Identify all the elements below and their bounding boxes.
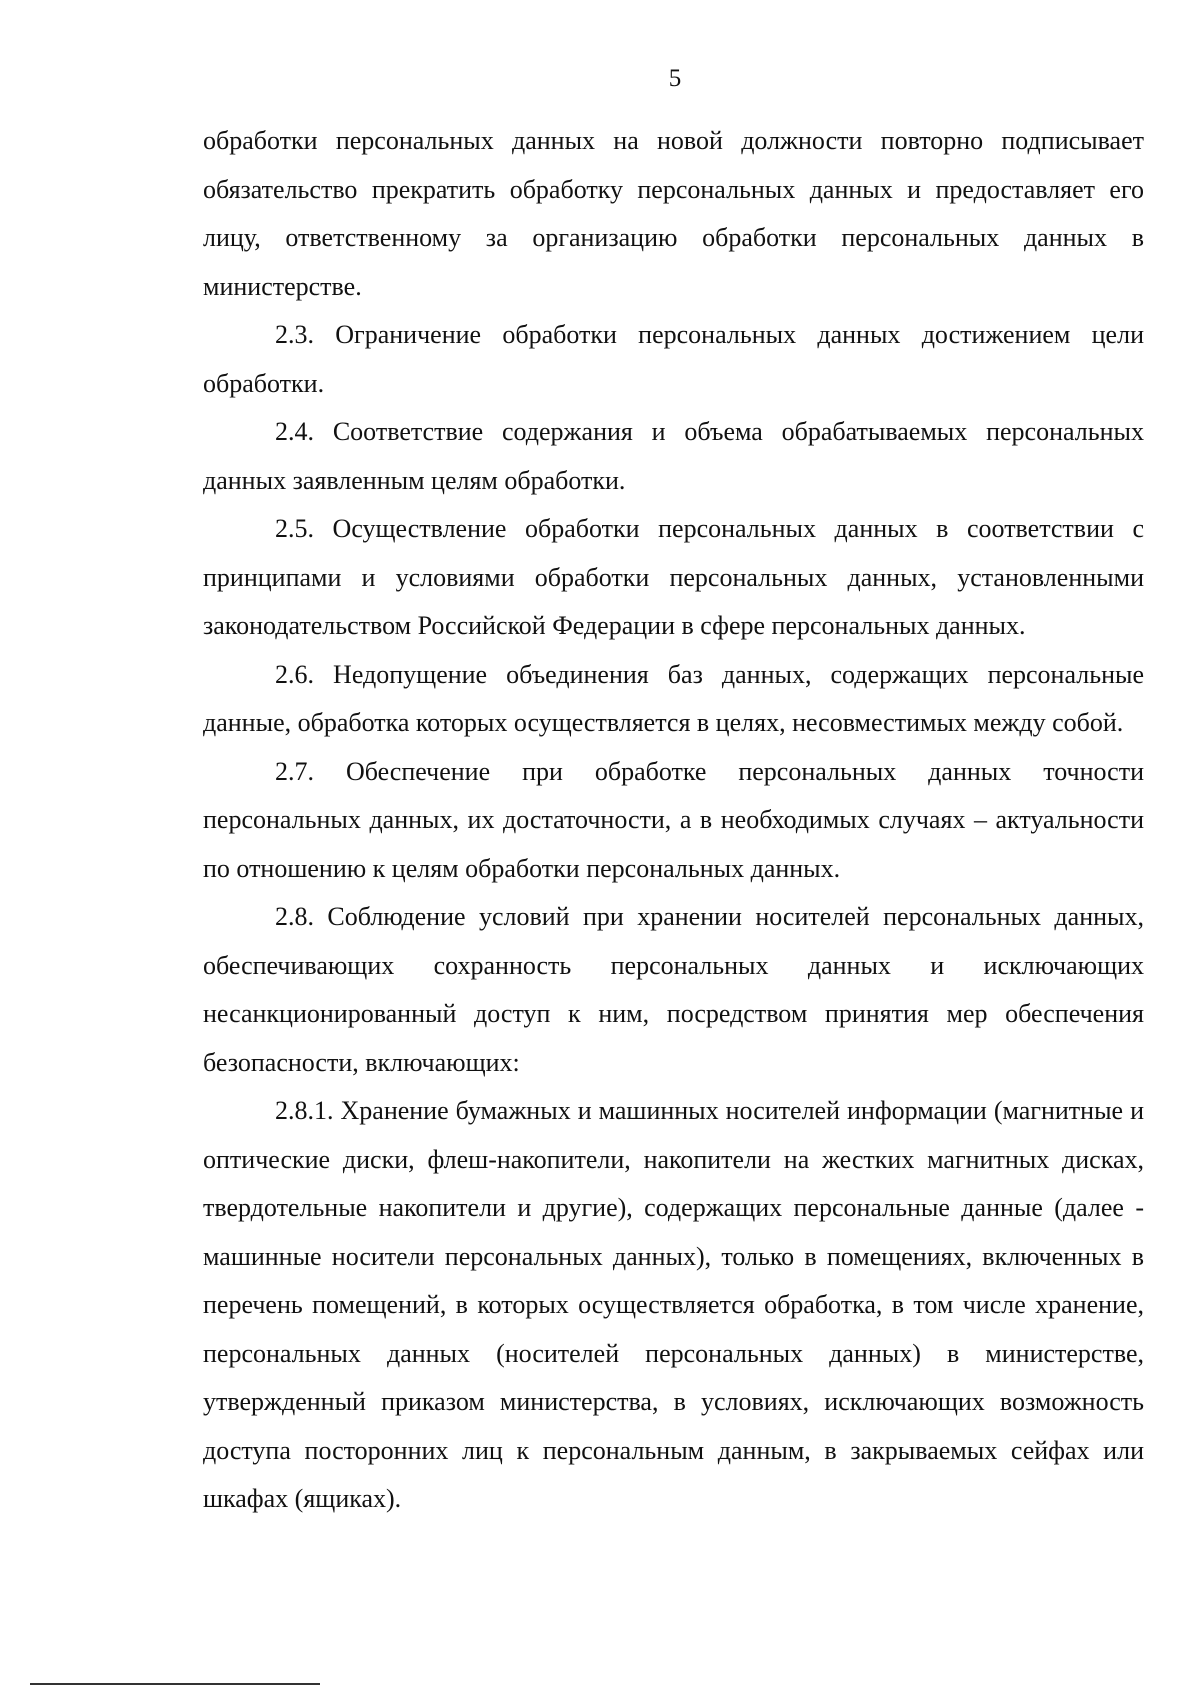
paragraph-2-3: 2.3. Ограничение обработки персональных данных достижением цели обработки.: [203, 320, 1144, 398]
paragraph-2-7: 2.7. Обеспечение при обработке персональных данных точности персональных данных, их достаточности, а в необходимых случаях – актуальности по отношению к целям обработки персональных данных.: [203, 756, 1144, 883]
paragraph-2-8-1: 2.8.1. Хранение бумажных и машинных носителей информации (магнитные и оптические диски, флеш-накопители, накопители на жестких магнитных дисках, твердотельные накопители и другие), содержащих персональные данные (далее - машинные носители персональных данных), только в помещениях, включенных в перечень помещений, в которых осуществляется обработка, в том числе хранение, персональных данных (носителей персональных данных) в министерстве, утвержденный приказом министерства, в условиях, исключающих возможность доступа посторонних лиц к персональным данным, в закрываемых сейфах или шкафах (ящиках).: [203, 1096, 1144, 1513]
paragraph-continuation: обработки персональных данных на новой должности повторно подписывает обязательство прекратить обработку персональных данных и предоставляет его лицу, ответственному за организацию обработки персональных данных в министерстве.: [203, 126, 1144, 301]
page-number: 5: [668, 65, 682, 92]
paragraph-2-8: 2.8. Соблюдение условий при хранении носителей персональных данных, обеспечивающих сохранность персональных данных и исключающих несанкционированный доступ к ним, посредством принятия мер обеспечения безопасности, включающих:: [203, 902, 1144, 1077]
paragraph-2-6: 2.6. Недопущение объединения баз данных, содержащих персональные данные, обработка которых осуществляется в целях, несовместимых между собой.: [203, 659, 1144, 737]
paragraph-2-5: 2.5. Осуществление обработки персональных данных в соответствии с принципами и условиями обработки персональных данных, установленными законодательством Российской Федерации в сфере персональных данных.: [203, 514, 1144, 640]
paragraph-2-4: 2.4. Соответствие содержания и объема обрабатываемых персональных данных заявленным целям обработки.: [203, 417, 1144, 495]
document-body: [203, 117, 1144, 1524]
footer-divider: [30, 1683, 320, 1685]
